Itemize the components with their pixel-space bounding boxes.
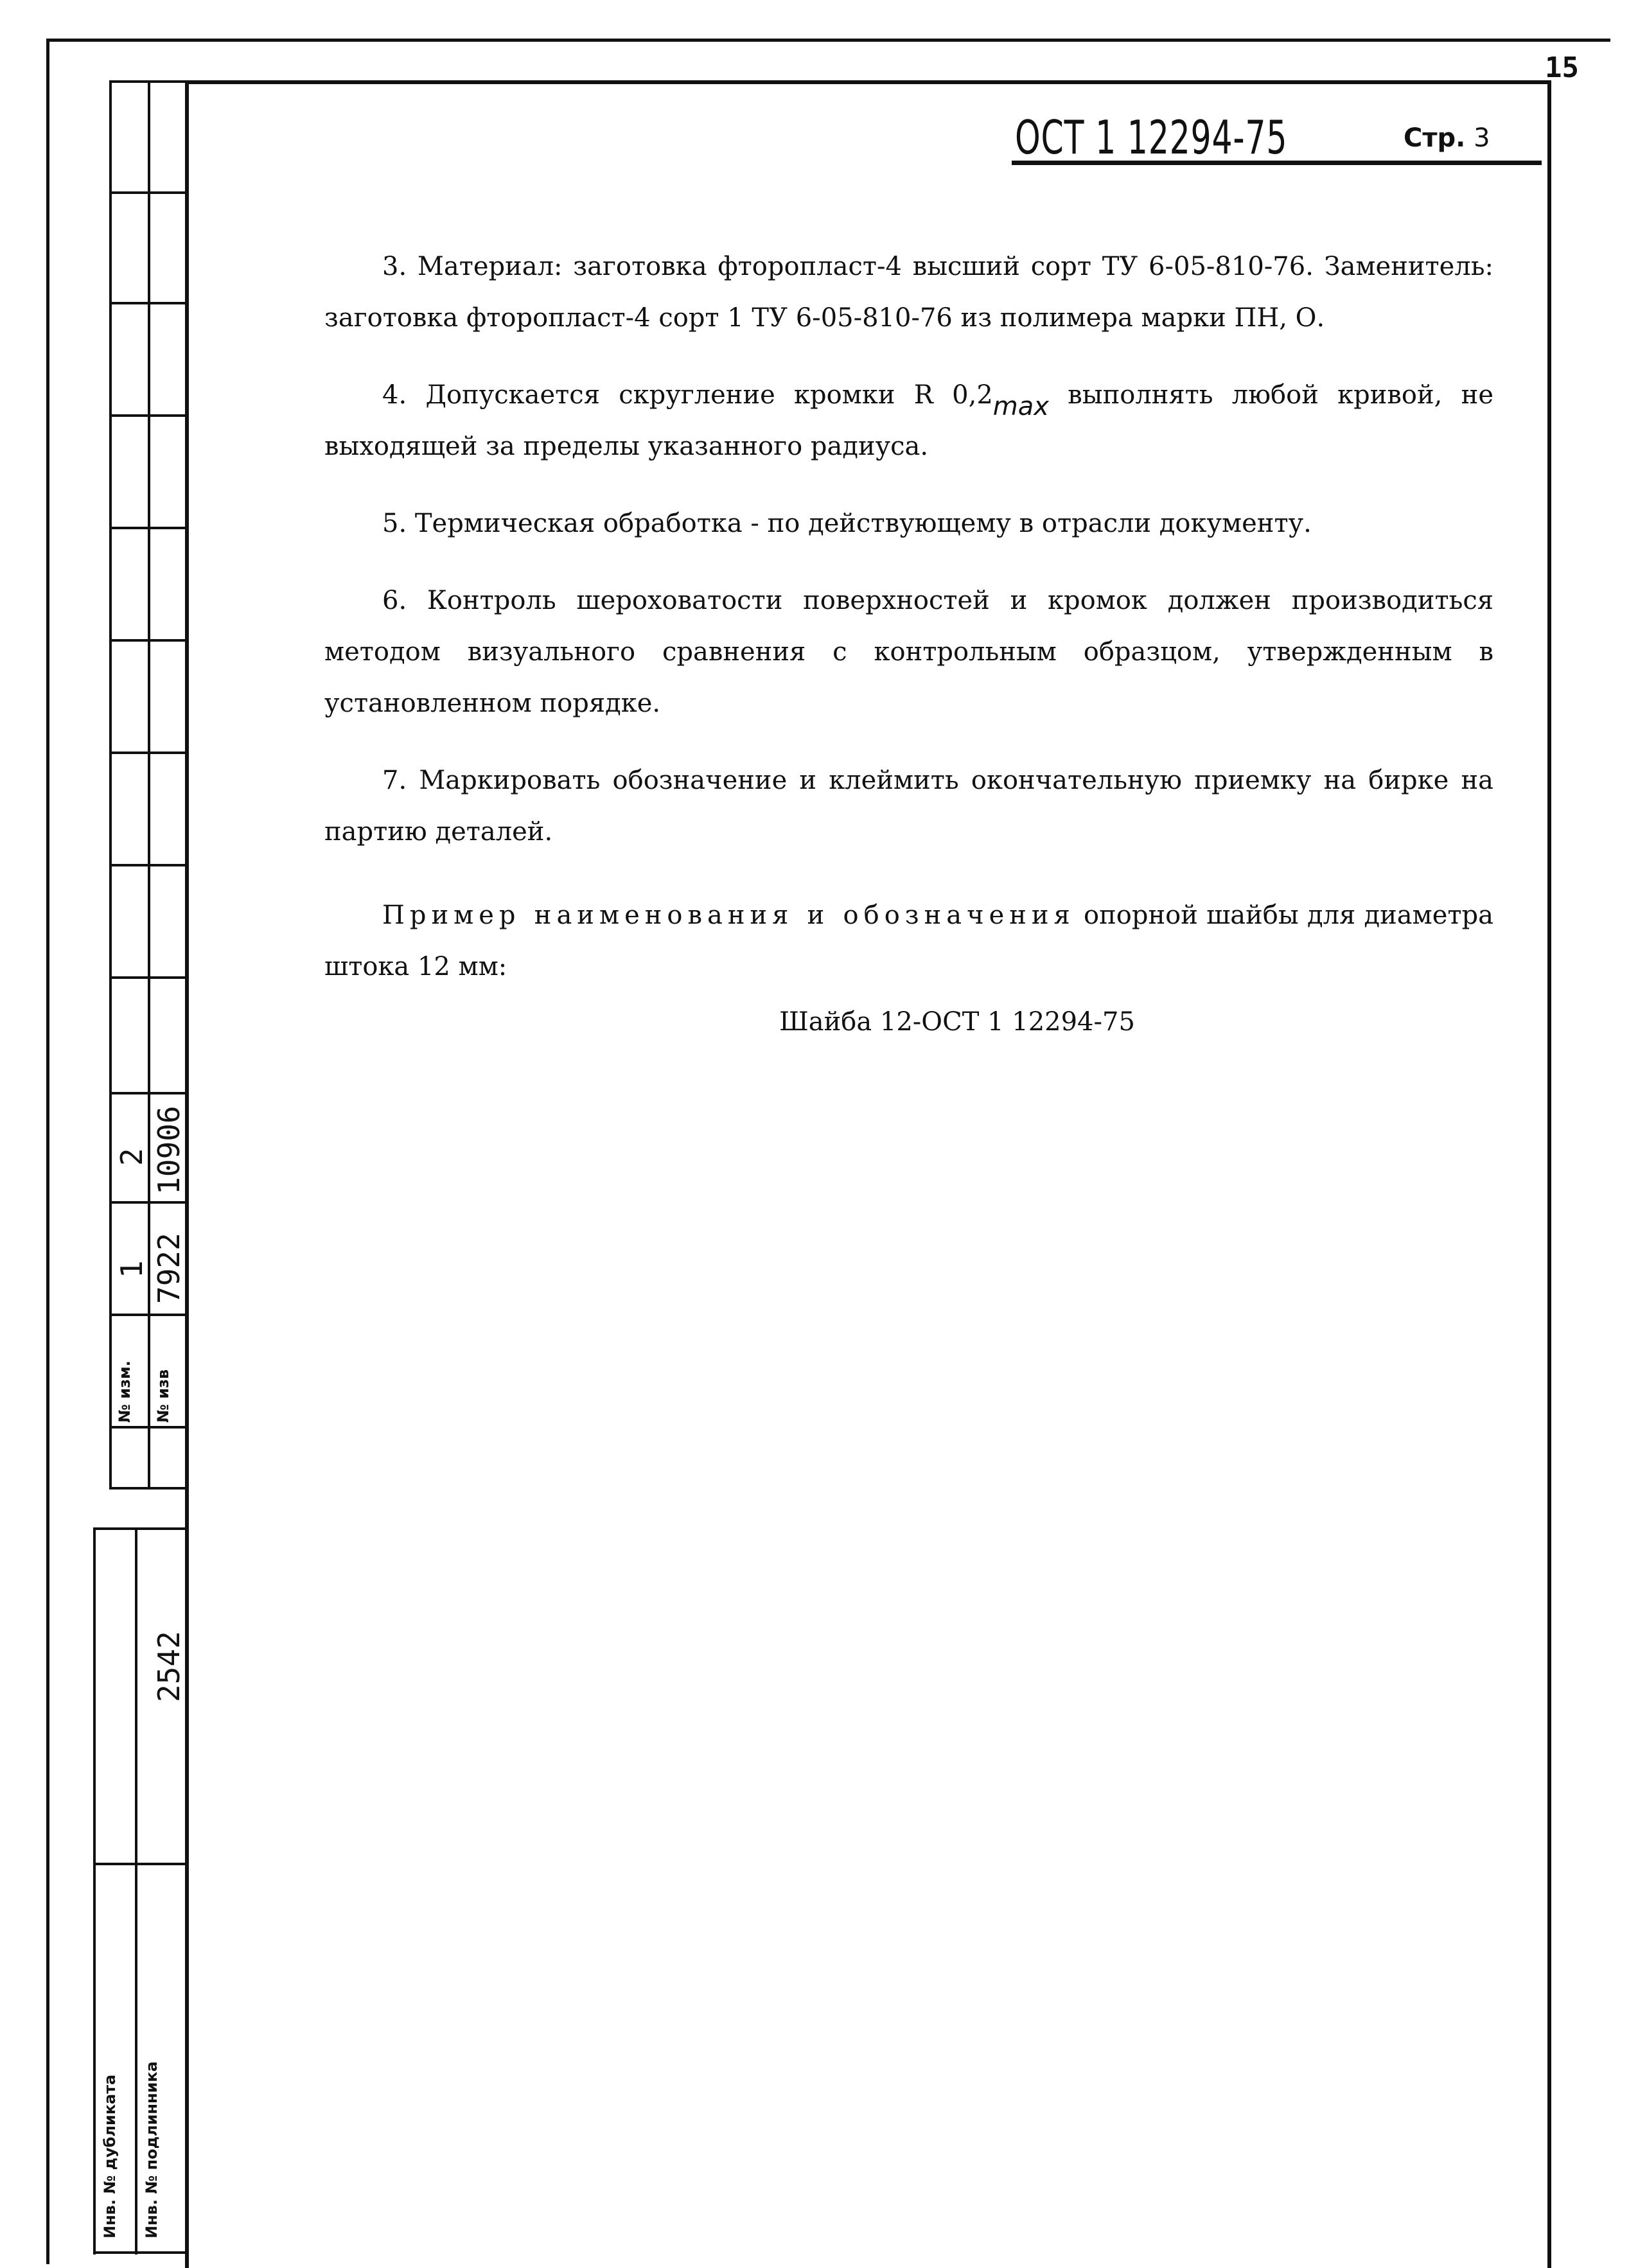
original-inventory-number: 2542 — [152, 1631, 186, 1702]
example-text: опорной шайбы для диаметра штока 12 мм: — [324, 901, 1493, 981]
paragraph-4-end: выполнять любой кривой, не выходящей за пределы указанного радиуса. — [324, 380, 1493, 461]
page-indicator — [1404, 123, 1490, 153]
margin-line — [109, 1426, 185, 1428]
margin-line — [93, 1527, 96, 2255]
notice-number-2: 10906 — [152, 1105, 186, 1195]
change-number-2: 2 — [114, 1148, 149, 1166]
max-subscript: max — [992, 392, 1049, 421]
margin-line — [109, 191, 185, 194]
paragraph-3: 3. Материал: заготовка фторопласт-4 высший сорт ТУ 6-05-810-76. Заменитель: заготовка фторопласт-4 сорт 1 ТУ 6-05-810-76 из полимера марки ПН, О. — [324, 252, 1493, 333]
margin-line — [109, 1092, 185, 1094]
paragraph-6: 6. Контроль шероховатости поверхностей и кромок должен производиться методом визуального сравнения с контрольным образцом, утвержденным в установленном порядке. — [324, 586, 1493, 718]
change-number-1: 1 — [114, 1260, 149, 1278]
example-spaced-text: Пример наименования и обозначения — [382, 901, 1075, 930]
margin-line — [109, 414, 185, 417]
page-number: 3 — [1474, 123, 1490, 153]
margin-line — [135, 1527, 137, 2255]
header-rule — [1012, 161, 1542, 165]
margin-line — [109, 1201, 185, 1204]
margin-line — [109, 752, 185, 754]
paragraph-4 — [324, 369, 1493, 472]
margin-line — [93, 1527, 185, 1530]
original-inventory-label: Инв. № подлинника — [143, 2061, 161, 2238]
standard-designation: ОСТ 1 12294-75 — [1015, 110, 1288, 164]
example-designation: Шайба 12-ОСТ 1 12294-75 — [779, 1007, 1135, 1037]
margin-line — [93, 1863, 185, 1865]
change-number-label: № изм. — [116, 1360, 134, 1423]
margin-line — [109, 302, 185, 304]
paragraph-7: 7. Маркировать обозначение и клеймить окончательную приемку на бирке на партию деталей. — [324, 766, 1493, 847]
margin-line — [109, 864, 185, 866]
sheet-number: 15 — [1545, 51, 1579, 84]
margin-line — [93, 2251, 185, 2254]
paragraph-5: 5. Термическая обработка - по действующему в отрасли документу. — [382, 509, 1312, 538]
margin-line — [109, 1487, 185, 1490]
margin-line — [109, 80, 185, 83]
margin-line — [109, 976, 185, 979]
margin-line — [109, 1314, 185, 1316]
margin-line — [109, 80, 112, 1487]
document-body — [324, 241, 1493, 1051]
margin-line — [109, 639, 185, 642]
paragraph-4-start: 4. Допускается скругление кромки R 0,2 — [382, 380, 993, 410]
example-intro — [324, 890, 1493, 992]
margin-line — [109, 527, 185, 529]
duplicate-inventory-label: Инв. № дубликата — [101, 2074, 119, 2238]
page-label: Стр. — [1404, 123, 1466, 153]
notice-number-label: № изв — [154, 1369, 172, 1423]
notice-number-1: 7922 — [152, 1233, 186, 1304]
